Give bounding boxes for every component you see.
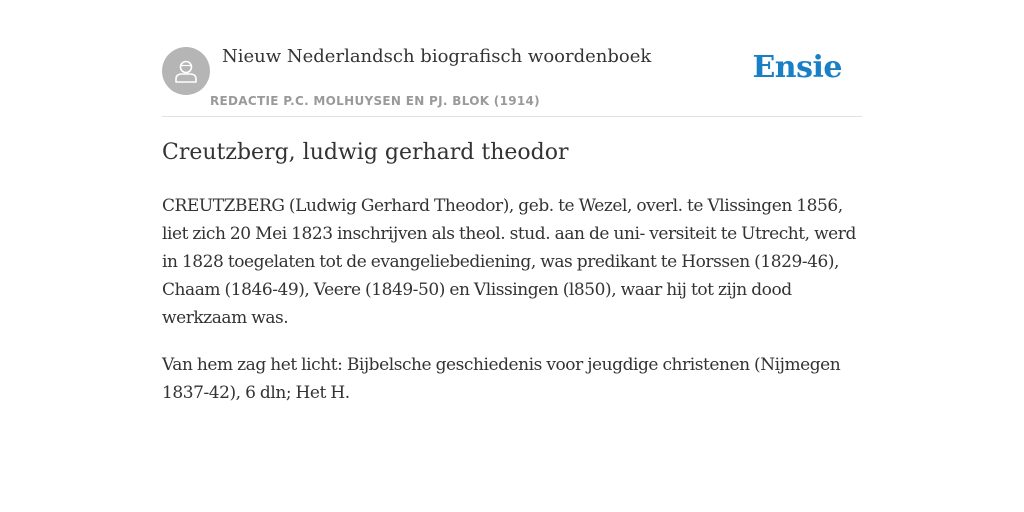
article-title: Creutzberg, ludwig gerhard theodor xyxy=(162,140,569,165)
source-editors: REDACTIE P.C. MOLHUYSEN EN PJ. BLOK (1914) xyxy=(210,94,540,108)
page-container xyxy=(162,0,862,403)
source-header xyxy=(162,0,862,117)
article-paragraph: Van hem zag het licht: Bijbelsche geschiedenis voor jeugdige christenen (Nijmegen 1837-42), 6 dln; Het H. xyxy=(162,355,841,403)
brand-logo[interactable]: Ensie xyxy=(752,50,842,85)
avatar[interactable] xyxy=(162,47,210,95)
article-body xyxy=(162,192,862,426)
article-paragraph: CREUTZBERG (Ludwig Gerhard Theodor), geb. te Wezel, overl. te Vlissingen 1856, liet zich 20 Mei 1823 inschrijven als theol. stud. aan de uni- versiteit te Utrecht, werd in 1828 toegelaten tot de evangeliebediening, was predikant te Horssen (1829-46), Chaam (1846-49), Veere (1849-50) en Vlissingen (l850), waar hij tot zijn dood werkzaam was. xyxy=(162,196,856,328)
source-title[interactable]: Nieuw Nederlandsch biografisch woordenboek xyxy=(222,46,652,67)
user-icon xyxy=(171,56,201,86)
